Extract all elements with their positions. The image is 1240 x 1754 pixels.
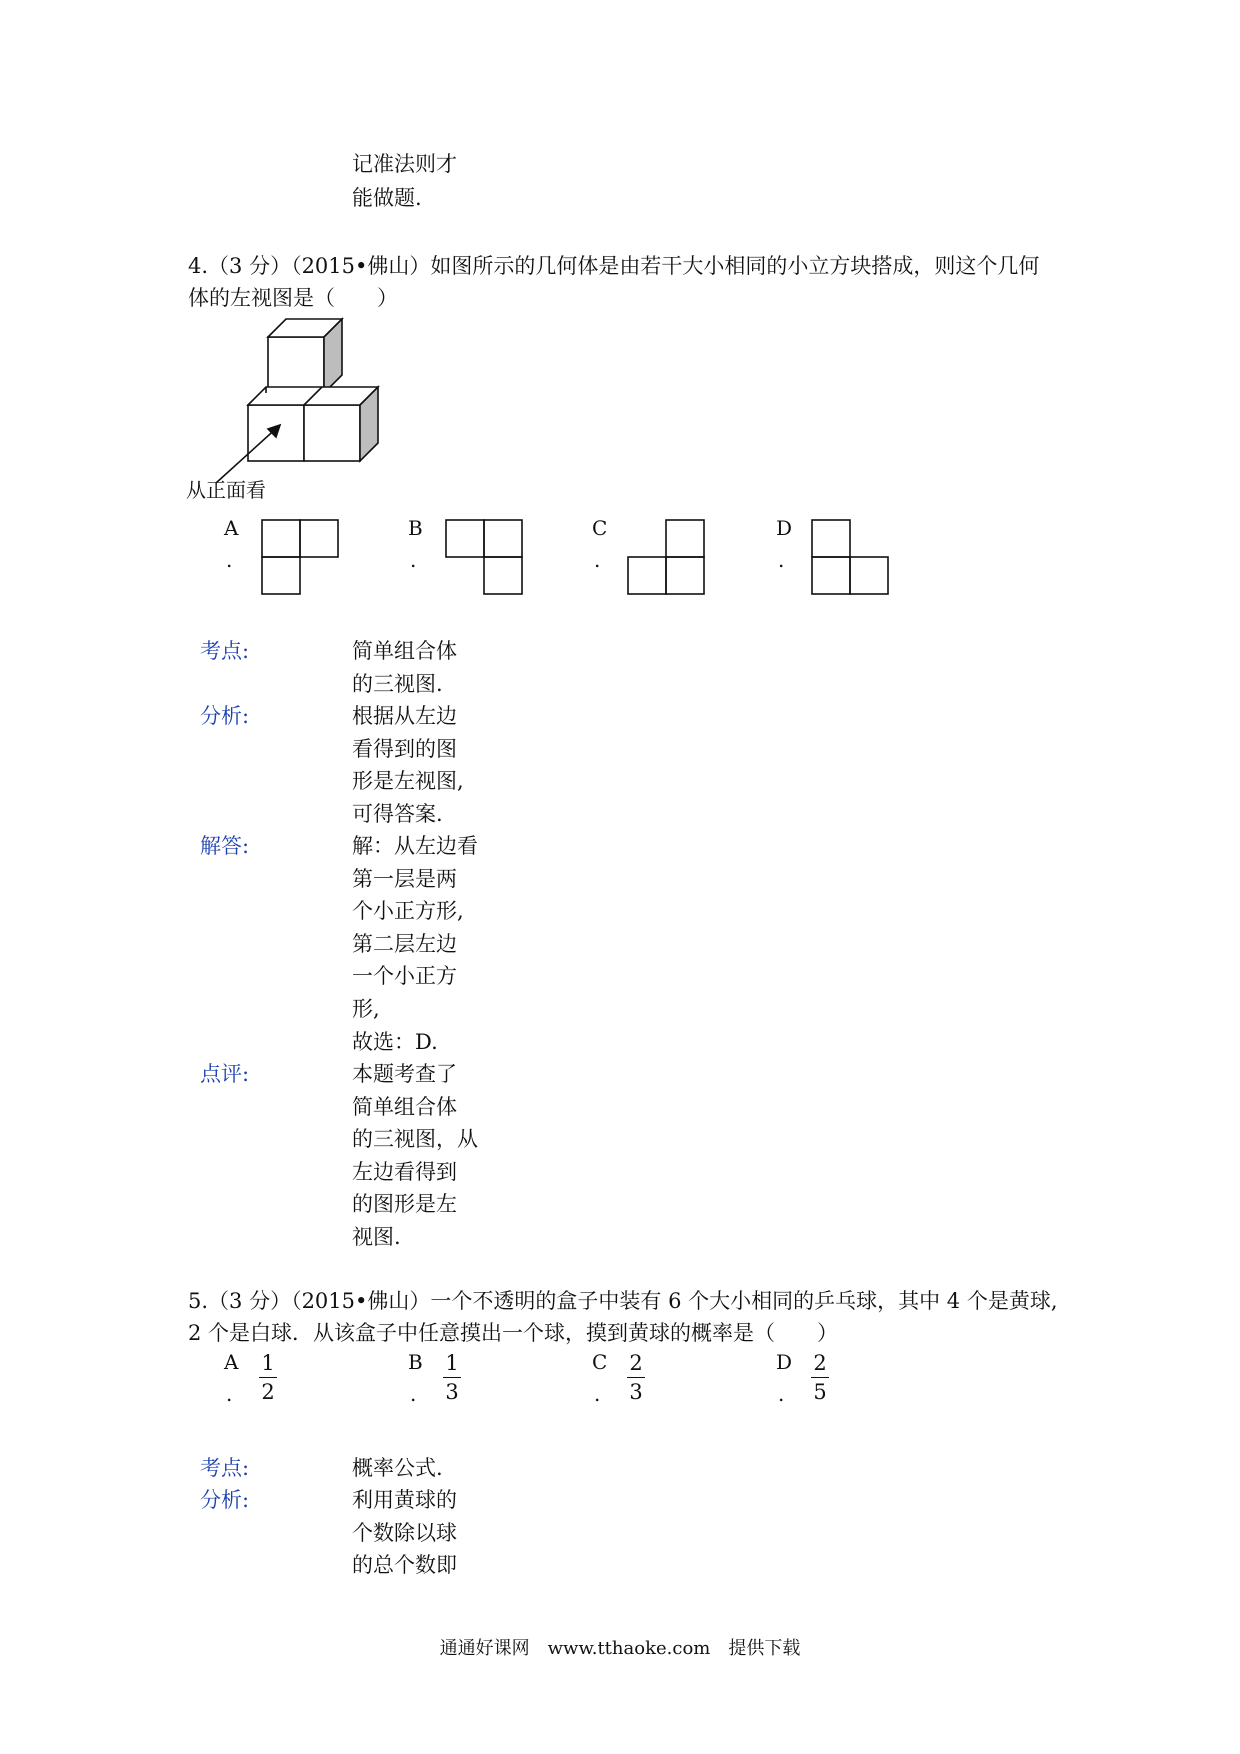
q4-kaodian-label: 考点: xyxy=(200,639,250,663)
q5-option-b-dot: . xyxy=(410,1382,417,1406)
q5-option-b-letter[interactable]: B xyxy=(408,1350,423,1374)
q5-option-a-denominator: 2 xyxy=(261,1380,275,1404)
q5-option-d-fraction[interactable] xyxy=(809,1350,831,1405)
q5-option-b-numerator: 1 xyxy=(445,1351,459,1375)
q4-option-c-dot: . xyxy=(594,548,601,572)
q4-jieda-text: 解：从左边看 第一层是两 个小正方形, 第二层左边 一个小正方 形, 故选：D. xyxy=(352,834,478,1054)
q5-option-a-numerator: 1 xyxy=(261,1351,275,1375)
q4-option-a-letter[interactable]: A xyxy=(224,516,239,540)
q4-figure-caption: 从正面看 xyxy=(186,478,266,502)
q4-dianping-text: 本题考查了 简单组合体 的三视图，从 左边看得到 的图形是左 视图. xyxy=(352,1062,478,1249)
fraction-bar xyxy=(627,1377,645,1378)
q5-option-b-denominator: 3 xyxy=(445,1380,459,1404)
q4-fenxi-text: 根据从左边 看得到的图 形是左视图, 可得答案. xyxy=(352,704,464,826)
q4-option-b-figure[interactable] xyxy=(446,520,526,600)
q5-kaodian-text: 概率公式. xyxy=(352,1456,443,1480)
q4-option-d-figure[interactable] xyxy=(812,520,892,600)
q4-option-c-figure[interactable] xyxy=(628,520,708,600)
q5-fenxi-label: 分析: xyxy=(200,1488,250,1512)
fraction-bar xyxy=(259,1377,277,1378)
page-footer: 通通好课网 www.tthaoke.com 提供下载 xyxy=(439,1638,801,1659)
q5-kaodian-label: 考点: xyxy=(200,1456,250,1480)
q4-stem-line-2: 体的左视图是（ ） xyxy=(188,286,398,310)
q4-fenxi-label: 分析: xyxy=(200,704,250,728)
q4-option-d-letter[interactable]: D xyxy=(776,516,793,540)
prev-answer-line-2: 能做题. xyxy=(352,186,422,210)
q4-jieda-label: 解答: xyxy=(200,834,250,858)
q4-option-a-dot: . xyxy=(226,548,233,572)
prev-answer-line-1: 记准法则才 xyxy=(352,152,457,176)
q5-option-c-letter[interactable]: C xyxy=(592,1350,608,1374)
q5-option-d-denominator: 5 xyxy=(813,1380,827,1404)
q5-option-a-fraction[interactable] xyxy=(257,1350,279,1405)
q4-kaodian-text: 简单组合体 的三视图. xyxy=(352,639,457,696)
q5-option-c-denominator: 3 xyxy=(629,1380,643,1404)
q5-option-a-letter[interactable]: A xyxy=(224,1350,239,1374)
q5-option-d-letter[interactable]: D xyxy=(776,1350,793,1374)
q5-option-c-numerator: 2 xyxy=(629,1351,643,1375)
q4-option-c-letter[interactable]: C xyxy=(592,516,608,540)
q4-option-b-dot: . xyxy=(410,548,417,572)
q4-stem-line-1: 4.（3 分）（2015•佛山）如图所示的几何体是由若干大小相同的小立方块搭成，则这个几何 xyxy=(188,254,1040,278)
q5-option-c-fraction[interactable] xyxy=(625,1350,647,1405)
q4-option-b-letter[interactable]: B xyxy=(408,516,423,540)
fraction-bar xyxy=(443,1377,461,1378)
fraction-bar xyxy=(811,1377,829,1378)
q5-option-b-fraction[interactable] xyxy=(441,1350,463,1405)
q4-dianping-label: 点评: xyxy=(200,1062,250,1086)
q5-option-d-dot: . xyxy=(778,1382,785,1406)
q5-fenxi-text: 利用黄球的 个数除以球 的总个数即 xyxy=(352,1488,457,1578)
q4-option-d-dot: . xyxy=(778,548,785,572)
q5-stem-line-2: 2 个是白球．从该盒子中任意摸出一个球，摸到黄球的概率是（ ） xyxy=(188,1321,839,1345)
q5-stem-line-1: 5.（3 分）（2015•佛山）一个不透明的盒子中装有 6 个大小相同的乒乓球，其中 4 个是黄球, xyxy=(188,1289,1058,1313)
q5-option-c-dot: . xyxy=(594,1382,601,1406)
q5-option-d-numerator: 2 xyxy=(813,1351,827,1375)
q4-option-a-figure[interactable] xyxy=(262,520,342,600)
q5-option-a-dot: . xyxy=(226,1382,233,1406)
